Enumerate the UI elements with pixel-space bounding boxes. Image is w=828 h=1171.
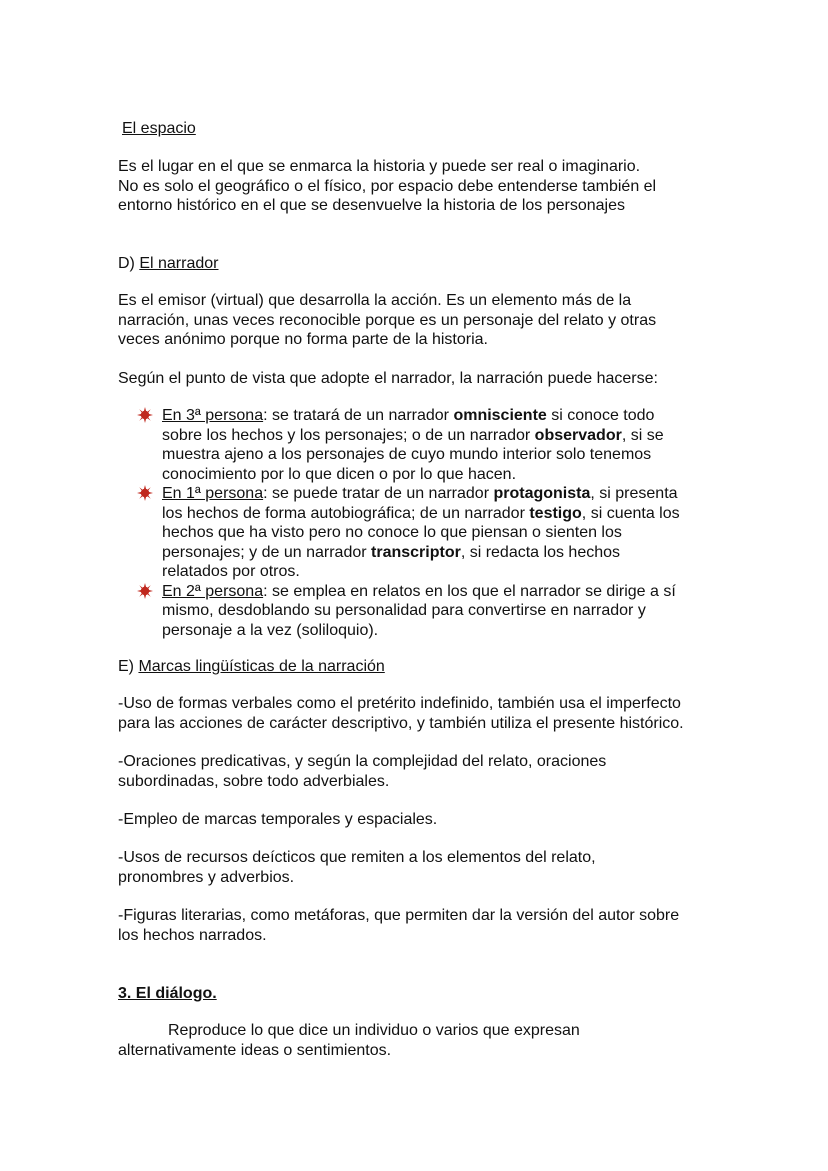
list-item: En 3ª persona: se tratará de un narrador omnisciente si conoce todo sobre los hechos y los personajes; o de un narrador observador, si se muestra ajeno a los personajes de cuyo mundo interior solo tenemos conocimiento por lo que dicen o por lo que hacen.	[137, 406, 737, 484]
space-paragraph: Es el lugar en el que se enmarca la historia y puede ser real o imaginario. No es solo el geográfico o el físico, por espacio debe entenderse también el entorno histórico en el que se desenvuelve la historia de los personajes	[118, 158, 657, 214]
marks-heading: E) Marcas lingüísticas de la narración	[118, 658, 385, 675]
marks-item-1: -Uso de formas verbales como el pretérito indefinido, también usa el imperfecto para las acciones de carácter descriptivo, y también utiliza el presente histórico.	[118, 695, 684, 732]
marks-item-5: -Figuras literarias, como metáforas, que permiten dar la versión del autor sobre los hechos narrados.	[118, 907, 680, 944]
dialogue-heading: 3. El diálogo.	[118, 985, 217, 1002]
narrator-bullet-list	[137, 406, 737, 640]
red-star-bullet-icon	[137, 583, 153, 599]
space-heading: El espacio	[122, 120, 196, 137]
marks-item-4: -Usos de recursos deícticos que remiten a los elementos del relato, pronombres y adverbios.	[118, 849, 596, 886]
list-item: En 2ª persona: se emplea en relatos en los que el narrador se dirige a sí mismo, desdoblando su personalidad para convertirse en narrador y personaje a la vez (soliloquio).	[137, 582, 737, 641]
narrator-intro: Según el punto de vista que adopte el narrador, la narración puede hacerse:	[118, 370, 658, 387]
dialogue-paragraph: Reproduce lo que dice un individuo o varios que expresan alternativamente ideas o sentimientos.	[118, 1022, 580, 1059]
red-star-bullet-icon	[137, 485, 153, 501]
narrator-heading: D) El narrador	[118, 255, 219, 272]
red-star-bullet-icon	[137, 407, 153, 423]
list-item: En 1ª persona: se puede tratar de un narrador protagonista, si presenta los hechos de forma autobiográfica; de un narrador testigo, si cuenta los hechos que ha visto pero no conoce lo que piensan o sienten los personajes; y de un narrador transcriptor, si redacta los hechos relatados por otros.	[137, 484, 737, 582]
narrator-paragraph: Es el emisor (virtual) que desarrolla la acción. Es un elemento más de la narración, unas veces reconocible porque es un personaje del relato y otras veces anónimo porque no forma parte de la historia.	[118, 292, 657, 348]
marks-item-3: -Empleo de marcas temporales y espaciales.	[118, 811, 438, 828]
marks-item-2: -Oraciones predicativas, y según la complejidad del relato, oraciones subordinadas, sobre todo adverbiales.	[118, 753, 607, 790]
